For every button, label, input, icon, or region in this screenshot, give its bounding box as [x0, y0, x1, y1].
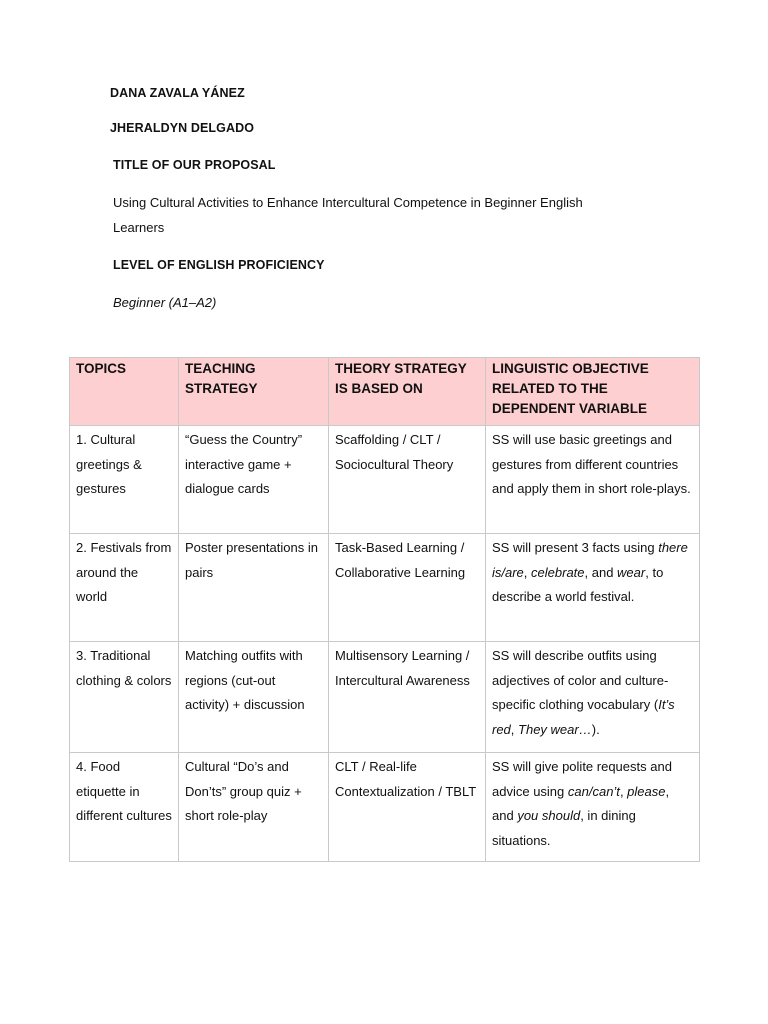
header-linguistic-objective: LINGUISTIC OBJECTIVE RELATED TO THE DEPENDENT VARIABLE: [486, 358, 700, 426]
objective-italic-text: there is/are: [492, 540, 688, 580]
theory-cell: CLT / Real-life Contextualization / TBLT: [329, 753, 486, 862]
strategy-cell: Matching outfits with regions (cut-out activity) + discussion: [179, 642, 329, 753]
lesson-plan-table: [69, 357, 700, 862]
objective-text: ,: [510, 721, 519, 737]
objective-italic-text: celebrate: [531, 564, 585, 580]
objective-text: SS will give polite requests and advice using: [492, 759, 672, 799]
author-name-2: JHERALDYN DELGADO: [110, 121, 255, 135]
strategy-cell: Poster presentations in pairs: [179, 534, 329, 642]
author-name-1: DANA ZAVALA YÁNEZ: [110, 86, 245, 100]
objective-text: SS will use basic greetings and gestures from different countries and apply them in short role-plays.: [492, 432, 691, 497]
proposal-title: Using Cultural Activities to Enhance Intercultural Competence in Beginner English Learners: [113, 195, 583, 235]
proposal-heading: TITLE OF OUR PROPOSAL: [113, 158, 276, 172]
objective-text: SS will describe outfits using adjectives of color and culture-specific clothing vocabulary (: [492, 648, 669, 713]
table-row: [70, 534, 700, 642]
table-row: [70, 426, 700, 534]
objective-text: , and: [492, 783, 670, 824]
objective-italic-text: you should: [517, 808, 581, 824]
objective-text: SS will present 3 facts using: [492, 540, 659, 555]
objective-italic-text: It’s red: [492, 697, 675, 737]
header-theory-strategy: THEORY STRATEGY IS BASED ON: [329, 358, 486, 426]
objective-italic-text: can/can’t: [567, 783, 620, 799]
theory-cell: Task-Based Learning / Collaborative Learning: [329, 534, 486, 642]
strategy-cell: “Guess the Country” interactive game + dialogue cards: [179, 426, 329, 534]
objective-cell: [486, 426, 700, 534]
topic-cell: 1. Cultural greetings & gestures: [70, 426, 179, 534]
topic-cell: 4. Food etiquette in different cultures: [70, 753, 179, 862]
theory-cell: Scaffolding / CLT / Sociocultural Theory: [329, 426, 486, 534]
topic-cell: 2. Festivals from around the world: [70, 534, 179, 642]
objective-text: , and: [584, 564, 618, 580]
strategy-cell: Cultural “Do’s and Don’ts” group quiz + short role-play: [179, 753, 329, 862]
table-row: [70, 642, 700, 753]
header-teaching-strategy: TEACHING STRATEGY: [179, 358, 329, 426]
objective-italic-text: wear: [617, 564, 646, 580]
objective-text: ).: [591, 721, 600, 737]
objective-italic-text: They wear…: [518, 721, 592, 737]
table-row: [70, 753, 700, 862]
objective-cell: [486, 534, 700, 642]
objective-text: , in dining situations.: [492, 808, 636, 848]
table-header-row: [70, 358, 700, 426]
objective-text: ,: [619, 783, 628, 799]
objective-italic-text: please: [627, 783, 666, 799]
topic-cell: 3. Traditional clothing & colors: [70, 642, 179, 753]
level-value: Beginner (A1–A2): [113, 295, 217, 310]
theory-cell: Multisensory Learning / Intercultural Awareness: [329, 642, 486, 753]
header-topics: TOPICS: [70, 358, 179, 426]
level-heading: LEVEL OF ENGLISH PROFICIENCY: [113, 258, 325, 272]
objective-text: , to describe a world festival.: [492, 564, 664, 605]
objective-cell: [486, 642, 700, 753]
objective-cell: [486, 753, 700, 862]
objective-text: ,: [523, 564, 532, 580]
